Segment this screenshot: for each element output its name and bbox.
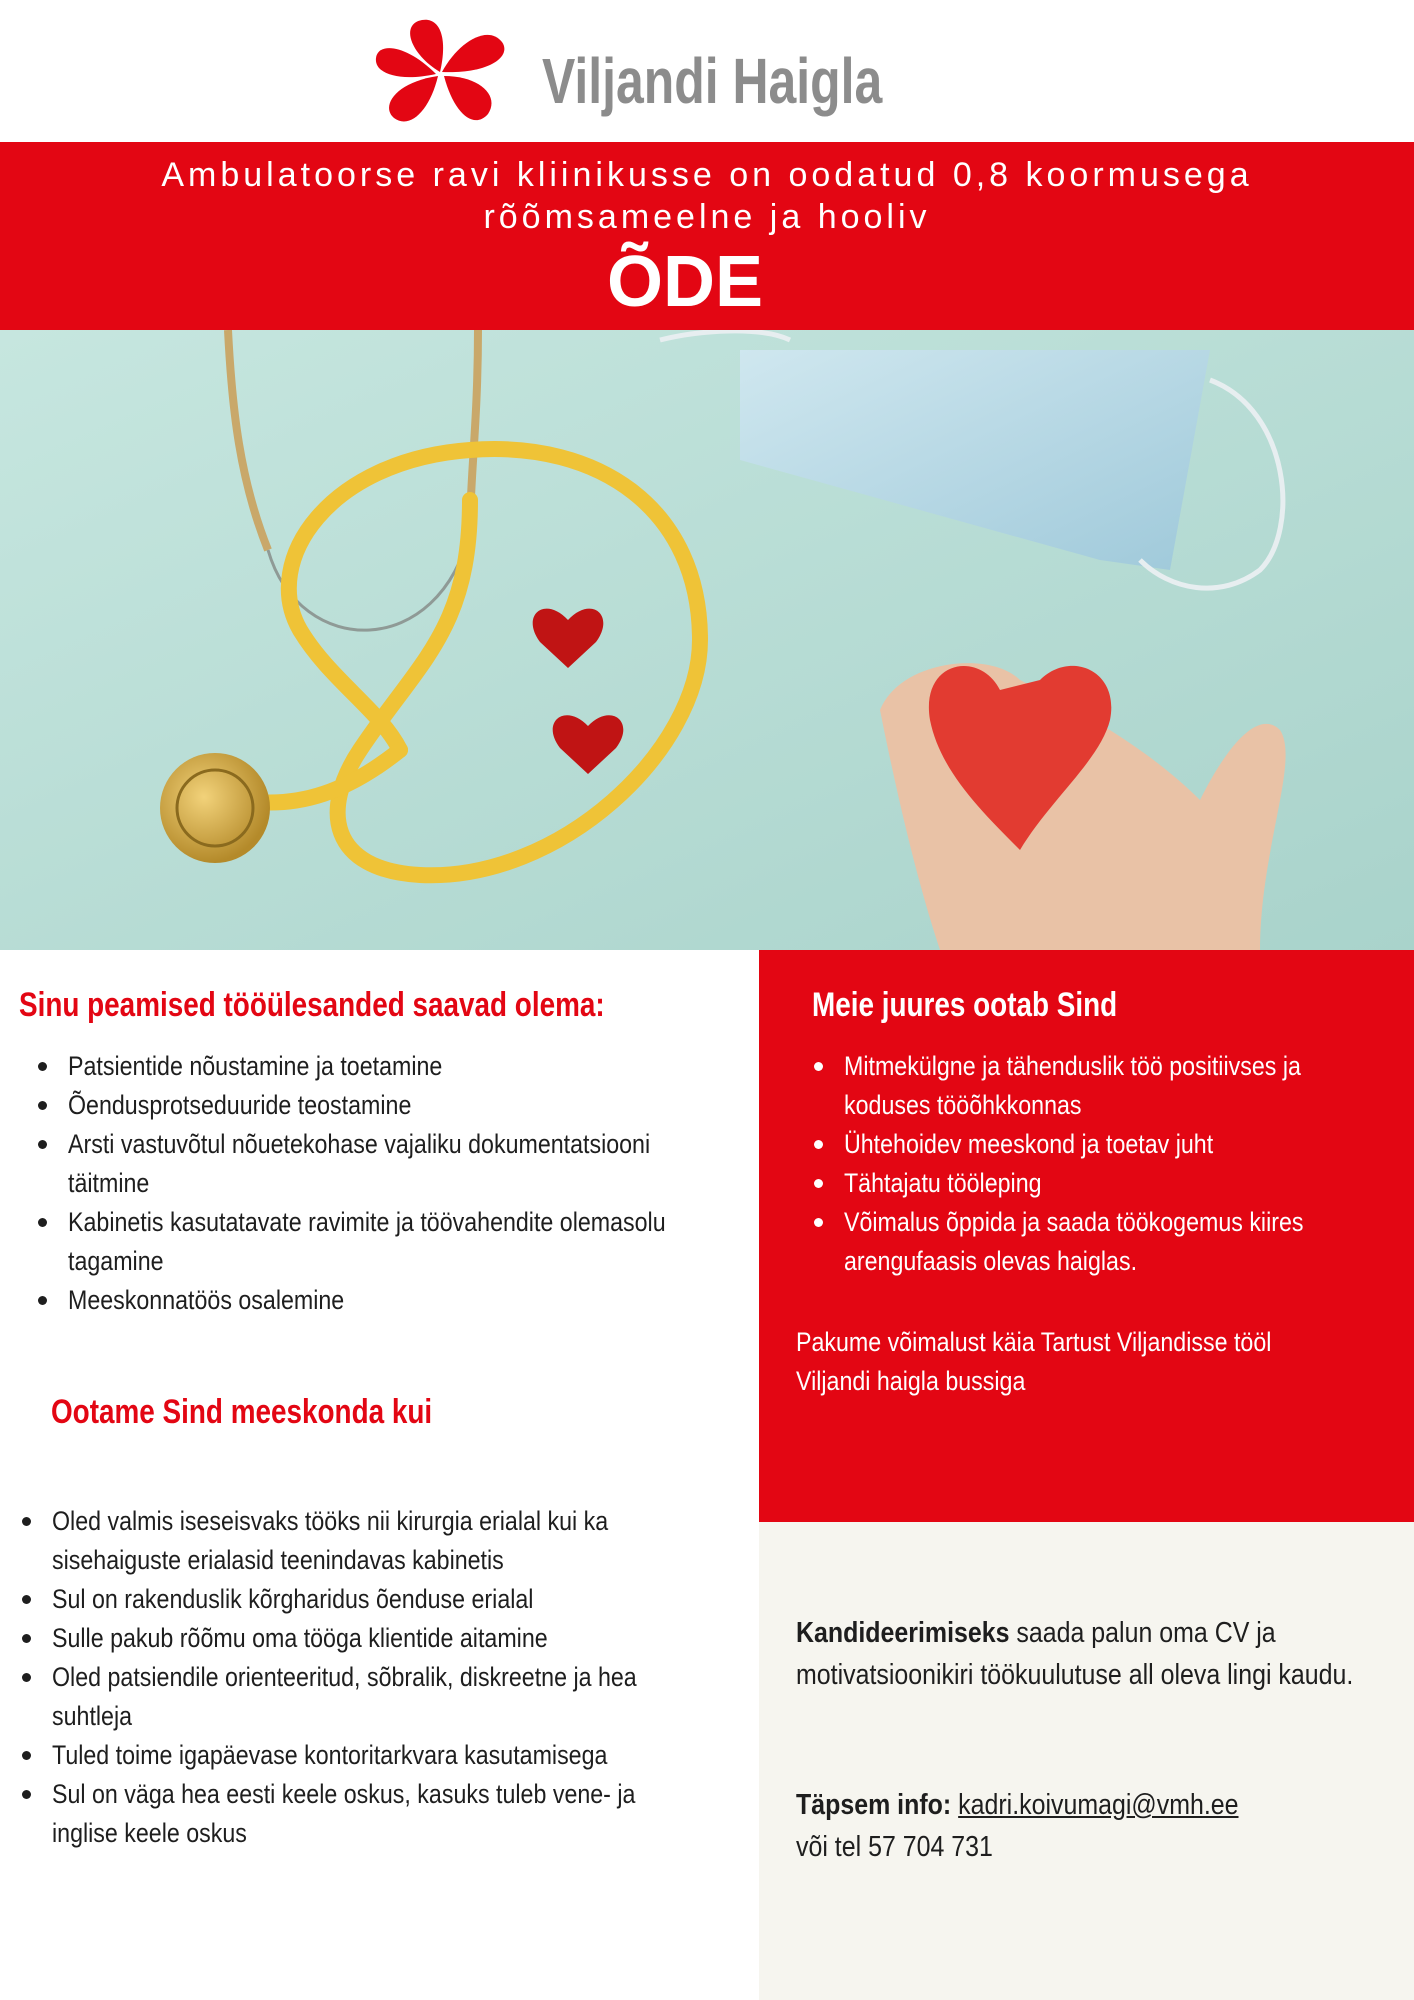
tasks-heading: Sinu peamised tööülesanded saavad olema: (19, 986, 605, 1024)
offer-list (844, 1047, 1374, 1281)
info-label: Täpsem info: (796, 1789, 952, 1821)
apply-panel (759, 1522, 1414, 2000)
list-item: Mitmekülgne ja tähenduslik töö positiivses ja koduses tööõhkkonnas (844, 1047, 1374, 1125)
list-item: Sul on väga hea eesti keele oskus, kasuks tuleb vene- ja inglise keele oskus (52, 1775, 692, 1853)
phone-line: või tel 57 704 731 (796, 1831, 993, 1863)
logo-wordmark: Viljandi Haigla (542, 45, 883, 117)
list-item: Oled valmis iseseisvaks tööks nii kirurgia erialal kui ka sisehaiguste erialasid teenindavas kabinetis (52, 1502, 692, 1580)
hospital-logo (370, 14, 930, 134)
list-item: Võimalus õppida ja saada töökogemus kiires arengufaasis olevas haiglas. (844, 1203, 1374, 1281)
list-item: Oled patsiendile orienteeritud, sõbralik, diskreetne ja hea suhtleja (52, 1658, 692, 1736)
list-item: Sul on rakenduslik kõrgharidus õenduse erialal (52, 1580, 692, 1619)
apply-lead: Kandideerimiseks (796, 1617, 1010, 1649)
list-item: Meeskonnatöös osalemine (68, 1281, 728, 1320)
list-item: Sulle pakub rõõmu oma tööga klientide aitamine (52, 1619, 692, 1658)
apply-instructions: Kandideerimiseks saada palun oma CV ja motivatsioonikiri töökuulutuse all oleva lingi kaudu. (796, 1617, 1354, 1691)
list-item: Õendusprotseduuride teostamine (68, 1086, 728, 1125)
bus-note: Pakume võimalust käia Tartust Viljandisse tööl Viljandi haigla bussiga (796, 1327, 1272, 1396)
clover-logo-icon (370, 14, 540, 134)
list-item: Patsientide nõustamine ja toetamine (68, 1047, 728, 1086)
list-item: Tuled toime igapäevase kontoritarkvara kasutamisega (52, 1736, 692, 1775)
list-item: Kabinetis kasutatavate ravimite ja töövahendite olemasolu tagamine (68, 1203, 728, 1281)
tasks-list (68, 1047, 728, 1320)
list-item: Tähtajatu tööleping (844, 1164, 1374, 1203)
contact-info (796, 1784, 1356, 1868)
stethoscope-hearts-image (0, 330, 1414, 950)
email-link[interactable]: kadri.koivumagi@vmh.ee (958, 1789, 1239, 1821)
list-item: Ühtehoidev meeskond ja toetav juht (844, 1125, 1374, 1164)
offer-heading: Meie juures ootab Sind (812, 986, 1118, 1024)
list-item: Arsti vastuvõtul nõuetekohase vajaliku dokumentatsiooni täitmine (68, 1125, 728, 1203)
job-title: ÕDE (606, 242, 764, 322)
requirements-list (52, 1502, 692, 1853)
requirements-heading: Ootame Sind meeskonda kui (51, 1393, 433, 1431)
title-banner (0, 142, 1414, 330)
header-photo (0, 330, 1414, 950)
banner-subtitle: Ambulatoorse ravi kliinikusse on oodatud 0,8 koormusega rõõmsameelne ja hooliv (161, 156, 1253, 236)
